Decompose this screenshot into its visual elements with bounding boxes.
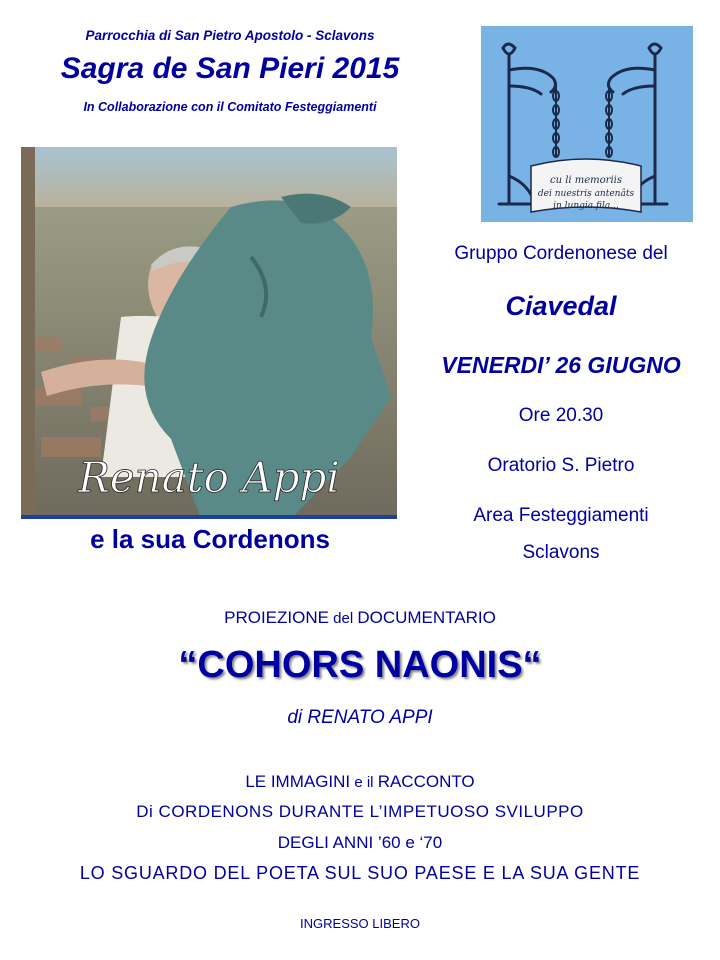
statue-photo-illustration (21, 147, 397, 519)
le-immagini: LE IMMAGINI (245, 772, 351, 791)
description-line-2: Di CORDENONS DURANTE L’IMPETUOSO SVILUPPO (136, 802, 584, 821)
description-line-4: LO SGUARDO DEL POETA SUL SUO PAESE E LA SUA GENTE (79, 863, 641, 883)
proiezione-word: PROIEZIONE (224, 608, 329, 627)
proiezione-heading (0, 608, 720, 628)
photo-subtitle: e la sua Cordenons (90, 524, 330, 554)
collaboration-note: In Collaborazione con il Comitato Festeggiamenti (83, 100, 377, 114)
event-town: Sclavons (522, 542, 600, 563)
renato-appi-photo (21, 147, 397, 519)
sagra-title: Sagra de San Pieri 2015 (60, 52, 400, 85)
event-time: Ore 20.30 (518, 405, 604, 426)
emblem-text-3: in lungia fila... (553, 201, 619, 211)
racconto: RACCONTO (377, 772, 475, 791)
documentario-word: DOCUMENTARIO (357, 608, 496, 627)
hearth-chain-icon (481, 26, 693, 222)
event-area: Area Festeggiamenti (473, 505, 649, 526)
e-il: e il (350, 774, 378, 791)
emblem-image (481, 26, 693, 222)
gruppo-label: Gruppo Cordenonese del (454, 243, 668, 264)
proiezione-del: del (328, 610, 358, 627)
ingresso-libero: INGRESSO LIBERO (300, 916, 420, 931)
emblem-text-2: dei nuestris antenâts (537, 189, 635, 199)
emblem-text-1: cu li memoriis (549, 175, 623, 186)
parish-heading: Parrocchia di San Pietro Apostolo - Sclavons (85, 28, 375, 43)
description-line-3: DEGLI ANNI ’60 e ‘70 (277, 833, 443, 852)
event-date: VENERDI’ 26 GIUGNO (441, 352, 681, 378)
documentary-author: di RENATO APPI (287, 707, 433, 728)
description-line-1 (0, 772, 720, 792)
photo-caption: Renato Appi (78, 453, 340, 502)
event-place: Oratorio S. Pietro (487, 455, 635, 476)
ciavedal-title: Ciavedal (505, 291, 617, 321)
documentary-title: “COHORS NAONIS“ (178, 644, 542, 686)
